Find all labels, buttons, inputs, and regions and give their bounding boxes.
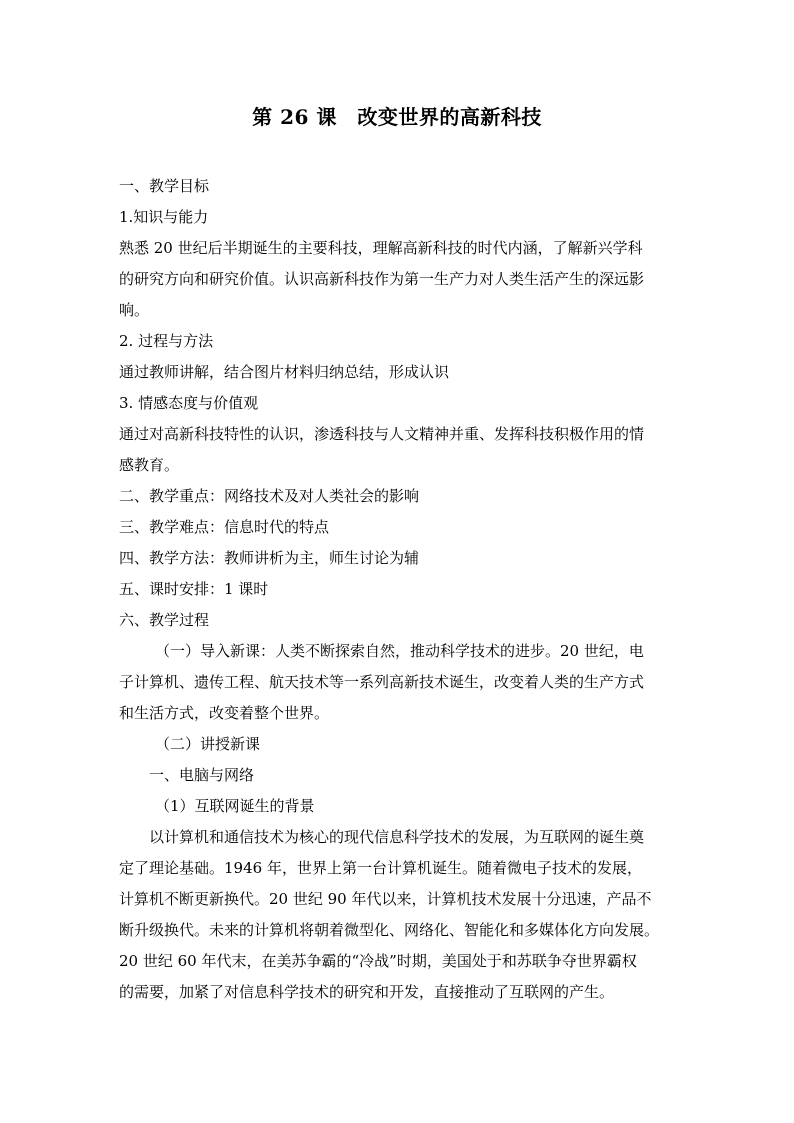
- section-heading-methods: 四、教学方法：教师讲析为主，师生讨论为辅: [119, 549, 420, 567]
- paragraph-line: 通过对高新科技特性的认识，渗透科技与人文精神并重、发挥科技积极作用的情: [119, 425, 645, 443]
- document-body: [119, 171, 685, 1008]
- paragraph-line: 熟悉 20 世纪后半期诞生的主要科技，理解高新科技的时代内涵，了解新兴学科: [119, 239, 643, 257]
- subheading-computer-network: 一、电脑与网络: [149, 766, 255, 784]
- subheading-internet-background: （1）互联网诞生的背景: [155, 797, 315, 815]
- paragraph-line: 以计算机和通信技术为核心的现代信息科学技术的发展，为互联网的诞生奠: [149, 828, 645, 846]
- paragraph-line: 的研究方向和研究价值。认识高新科技作为第一生产力对人类生活产生的深远影: [119, 270, 645, 288]
- paragraph-line: 响。: [119, 301, 150, 319]
- paragraph-line: 感教育。: [119, 456, 180, 474]
- lesson-title: 第 26 课 改变世界的高新科技: [252, 105, 542, 129]
- section-heading-objectives: 一、教学目标: [119, 177, 210, 195]
- subheading-emotion-values: 3. 情感态度与价值观: [119, 394, 259, 412]
- section-heading-key-points: 二、教学重点：网络技术及对人类社会的影响: [119, 487, 420, 505]
- section-heading-process: 六、教学过程: [119, 611, 210, 629]
- paragraph-line: 断升级换代。未来的计算机将朝着微型化、网络化、智能化和多媒体化方向发展。: [119, 921, 660, 939]
- subheading-new-lesson: （二）讲授新课: [155, 735, 261, 753]
- paragraph-line: 20 世纪 60 年代末，在美苏争霸的“冷战”时期，美国处于和苏联争夺世界霸权: [119, 952, 637, 970]
- section-heading-difficulties: 三、教学难点：信息时代的特点: [119, 518, 330, 536]
- paragraph-line: （一）导入新课：人类不断探索自然，推动科学技术的进步。20 世纪，电: [155, 642, 644, 660]
- subheading-knowledge-ability: 1.知识与能力: [119, 208, 209, 226]
- paragraph-line: 的需要，加紧了对信息科学技术的研究和开发，直接推动了互联网的产生。: [119, 983, 615, 1001]
- subheading-process-method: 2. 过程与方法: [119, 332, 214, 350]
- paragraph-line: 定了理论基础。1946 年，世界上第一台计算机诞生。随着微电子技术的发展，: [119, 859, 642, 877]
- paragraph-line: 和生活方式，改变着整个世界。: [119, 704, 330, 722]
- paragraph-line: 计算机不断更新换代。20 世纪 90 年代以来，计算机技术发展十分迅速，产品不: [119, 890, 652, 908]
- paragraph-line: 通过教师讲解，结合图片材料归纳总结，形成认识: [119, 363, 450, 381]
- paragraph-line: 子计算机、遗传工程、航天技术等一系列高新技术诞生，改变着人类的生产方式: [119, 673, 645, 691]
- section-heading-schedule: 五、课时安排：1 课时: [119, 580, 269, 598]
